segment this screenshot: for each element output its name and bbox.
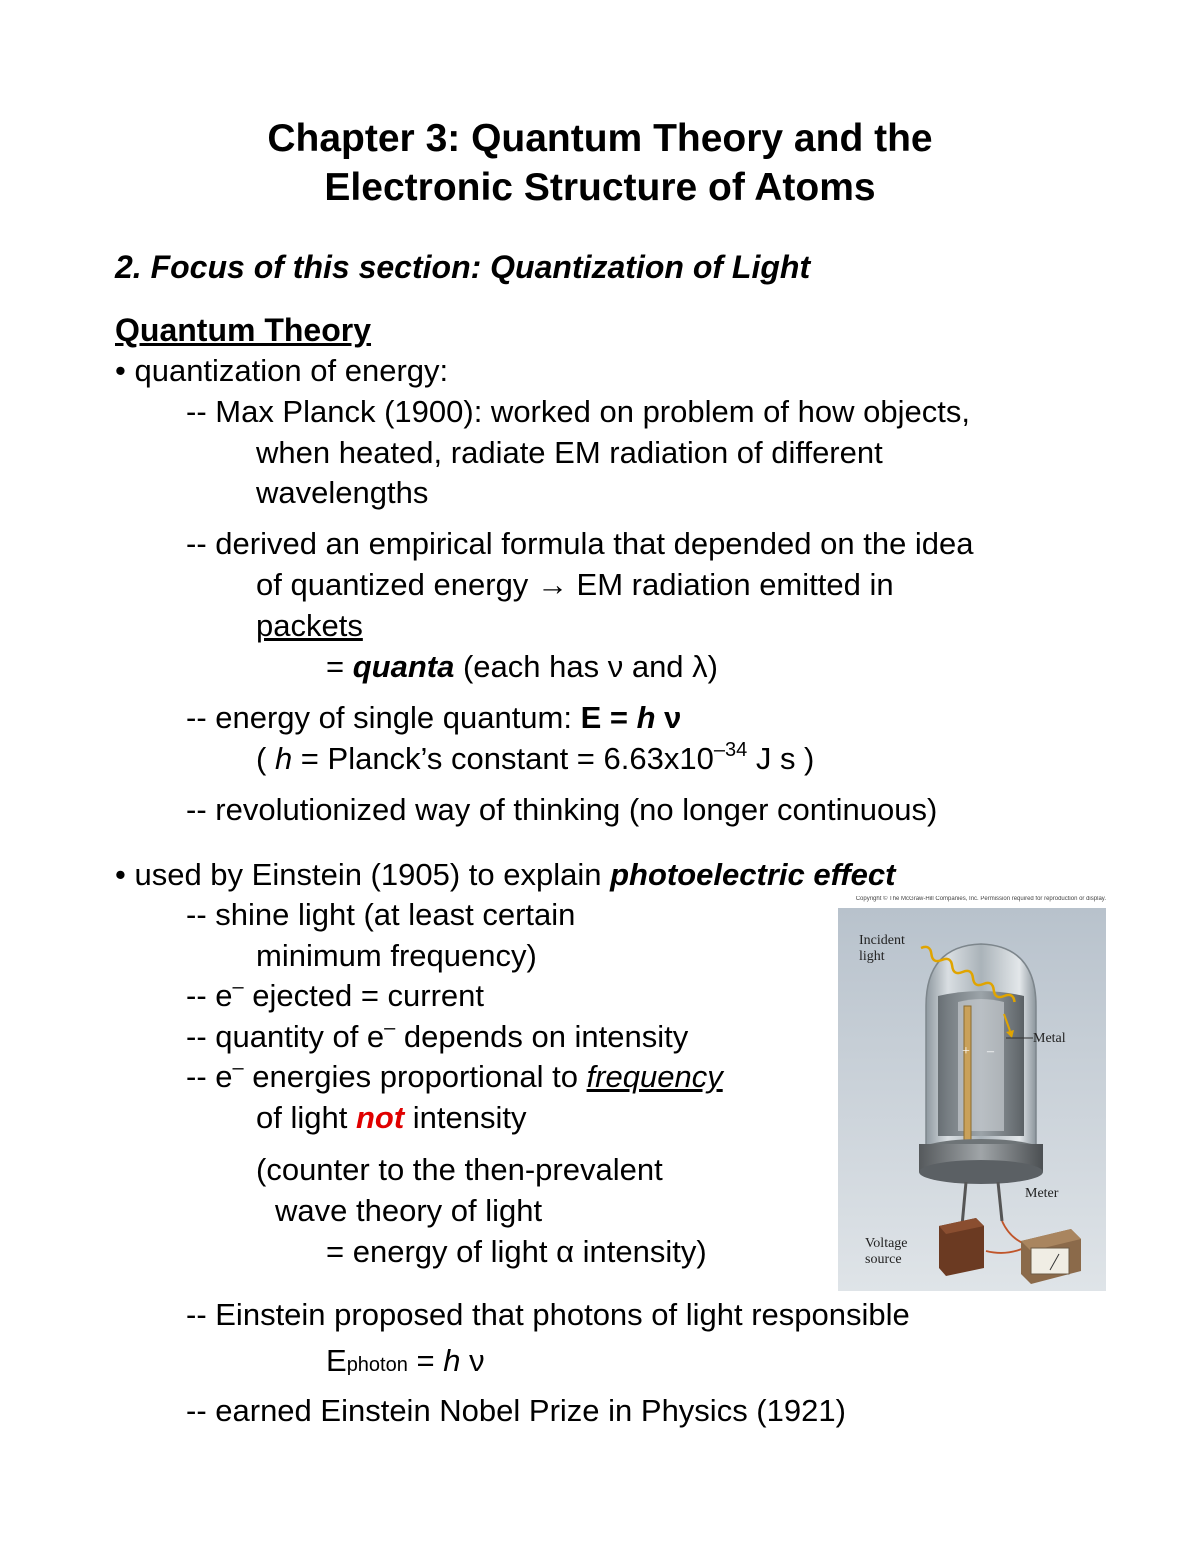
label-voltage-source: Voltage source bbox=[865, 1236, 908, 1267]
figure-copyright: Copyright © The McGraw-Hill Companies, Inc. Permission required for reproduction or display. bbox=[855, 896, 1106, 902]
counter-line-1: (counter to the then-prevalent bbox=[256, 1152, 663, 1187]
bullet-quantization: • quantization of energy: bbox=[115, 353, 449, 388]
ephoton-h: h bbox=[443, 1343, 461, 1378]
plus-sign: + bbox=[962, 1044, 970, 1059]
planck-line-1: -- Max Planck (1900): worked on problem of how objects, bbox=[186, 394, 970, 429]
quantity-line bbox=[186, 1018, 688, 1060]
planck-line-3: wavelengths bbox=[256, 475, 429, 510]
derived-text-b: EM radiation emitted in bbox=[567, 567, 894, 602]
photoelectric-effect-term: photoelectric effect bbox=[610, 857, 896, 892]
ephoton-e: E bbox=[326, 1343, 347, 1378]
ephoton-eq: = bbox=[407, 1343, 444, 1378]
revolutionized-line: -- revolutionized way of thinking (no longer continuous) bbox=[186, 792, 938, 827]
energy-formula-e: E = bbox=[580, 700, 637, 735]
label-metal: Metal bbox=[1033, 1031, 1066, 1046]
label-incident-light: Incident light bbox=[859, 933, 905, 964]
const-open: ( bbox=[256, 741, 275, 776]
packets-word: packets bbox=[256, 608, 363, 643]
chapter-title-line-1: Chapter 3: Quantum Theory and the bbox=[267, 117, 933, 160]
electron-sup: – bbox=[232, 976, 244, 998]
energies-b: energies proportional to bbox=[243, 1059, 587, 1094]
arrow-icon: → bbox=[536, 567, 568, 602]
nobel-line: -- earned Einstein Nobel Prize in Physics (1921) bbox=[186, 1393, 846, 1428]
energy-prefix: -- energy of single quantum: bbox=[186, 700, 581, 735]
ejected-line bbox=[186, 977, 484, 1019]
quantity-a: -- quantity of e bbox=[186, 1019, 385, 1054]
einstein-text: • used by Einstein (1905) to explain bbox=[115, 857, 611, 892]
electron-sup: – bbox=[232, 1057, 244, 1079]
section-focus: 2. Focus of this section: Quantization of Light bbox=[115, 249, 811, 285]
of-light-a: of light bbox=[256, 1100, 356, 1135]
chapter-title-line-2: Electronic Structure of Atoms bbox=[324, 166, 876, 209]
ejected-a: -- e bbox=[186, 978, 233, 1013]
of-light-line bbox=[256, 1099, 527, 1137]
energies-line bbox=[186, 1058, 723, 1100]
quanta-rest: (each has ν and λ) bbox=[454, 649, 718, 684]
photoelectric-tube-figure bbox=[836, 896, 1106, 1291]
derived-line-2 bbox=[256, 566, 894, 604]
not-term: not bbox=[355, 1100, 405, 1135]
counter-line-3: = energy of light α intensity) bbox=[326, 1234, 707, 1269]
const-h: h bbox=[274, 741, 293, 776]
quanta-eq: = bbox=[326, 649, 353, 684]
planck-line-2: when heated, radiate EM radiation of different bbox=[256, 435, 883, 470]
derived-text: of quantized energy bbox=[256, 567, 529, 602]
const-unit: J s ) bbox=[747, 741, 815, 776]
const-exponent: –34 bbox=[713, 739, 748, 761]
counter-line-2: wave theory of light bbox=[275, 1193, 543, 1228]
quanta-line bbox=[326, 648, 718, 686]
quantity-b: depends on intensity bbox=[395, 1019, 689, 1054]
of-light-b: intensity bbox=[404, 1100, 527, 1135]
label-meter: Meter bbox=[1025, 1186, 1059, 1201]
ephoton-nu: ν bbox=[460, 1343, 485, 1378]
planck-constant-line bbox=[256, 740, 814, 782]
energy-formula-h: h bbox=[636, 700, 656, 735]
frequency-term: frequency bbox=[586, 1059, 723, 1094]
derived-line-1: -- derived an empirical formula that depended on the idea bbox=[186, 526, 974, 561]
quanta-term: quanta bbox=[352, 649, 455, 684]
energy-formula-nu: ν bbox=[655, 700, 682, 735]
heading-quantum-theory: Quantum Theory bbox=[115, 312, 372, 348]
ephoton-sub: photon bbox=[346, 1354, 408, 1376]
const-text: = Planck’s constant = 6.63x10 bbox=[292, 741, 714, 776]
electron-sup: – bbox=[384, 1017, 396, 1039]
energy-quantum-line bbox=[186, 699, 681, 737]
energies-a: -- e bbox=[186, 1059, 233, 1094]
minus-sign: – bbox=[987, 1044, 994, 1059]
ephoton-line bbox=[326, 1342, 485, 1384]
bullet-einstein bbox=[115, 856, 895, 894]
shine-line-2: minimum frequency) bbox=[256, 938, 537, 973]
ejected-b: ejected = current bbox=[243, 978, 485, 1013]
shine-line-1: -- shine light (at least certain bbox=[186, 897, 576, 932]
proposed-line: -- Einstein proposed that photons of light responsible bbox=[186, 1297, 910, 1332]
